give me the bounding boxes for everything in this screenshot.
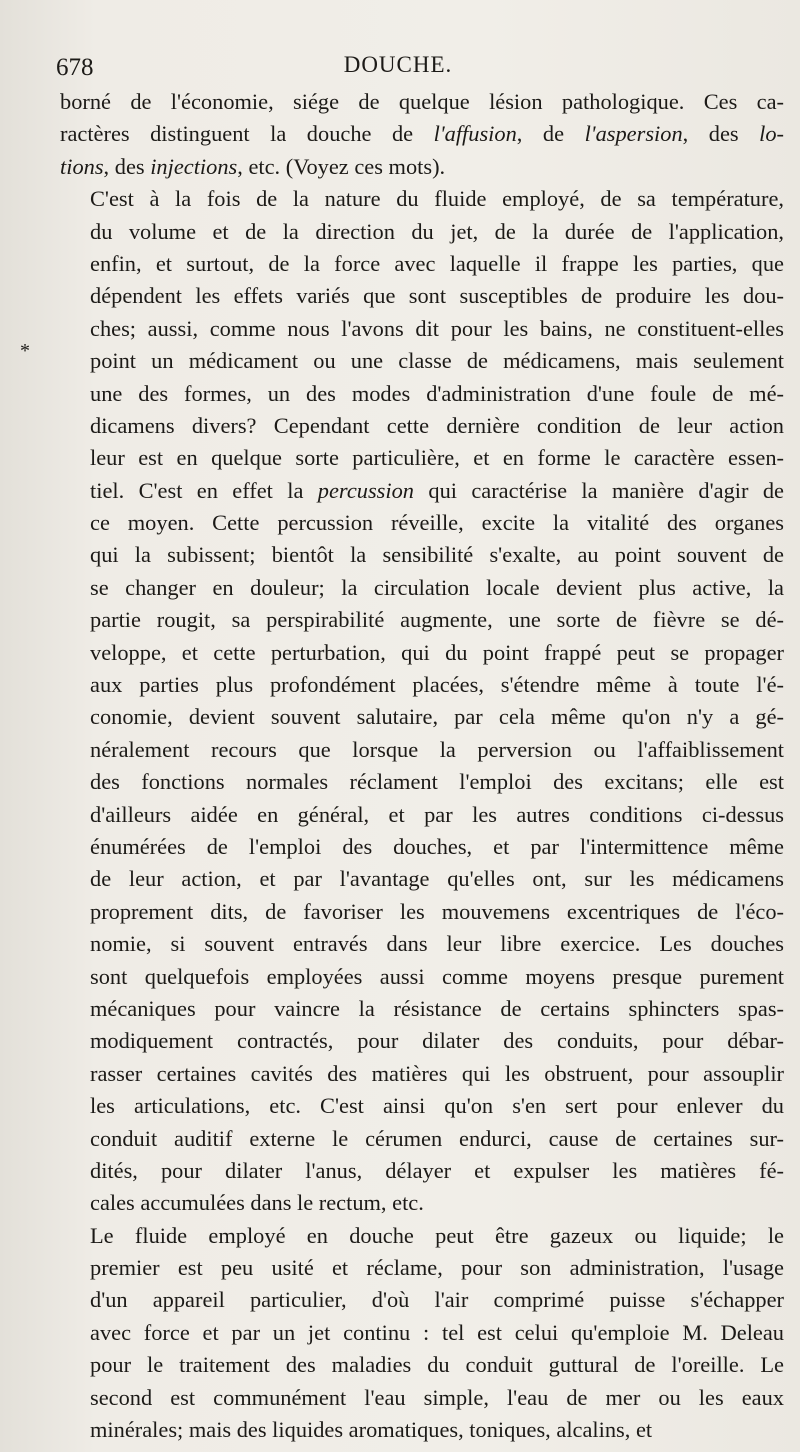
page-header bbox=[56, 50, 740, 84]
text-run: modiquement contractés, pour dilater des conduits, pour débar- bbox=[90, 1028, 784, 1054]
text-run: partie rougit, sa perspirabilité augmente, une sorte de fièvre se dé- bbox=[90, 607, 784, 633]
text-run: conomie, devient souvent salutaire, par cela même qu'on n'y a gé- bbox=[90, 704, 784, 730]
text-run: enfin, et surtout, de la force avec laquelle il frappe les parties, que bbox=[90, 250, 784, 276]
text-line bbox=[60, 637, 784, 669]
text-line bbox=[60, 1155, 784, 1187]
text-line bbox=[60, 183, 784, 215]
text-line bbox=[60, 896, 784, 928]
text-run: veloppe, et cette perturbation, qui du point frappé peut se propager bbox=[90, 639, 784, 665]
text-run: avec force et par un jet continu : tel est celui qu'emploie M. Deleau bbox=[90, 1319, 784, 1345]
text-line bbox=[60, 280, 784, 312]
text-run: C'est à la fois de la nature du fluide employé, de sa température, bbox=[90, 186, 784, 212]
text-line bbox=[60, 216, 784, 248]
paragraph-3 bbox=[60, 1220, 784, 1447]
text-line bbox=[60, 1090, 784, 1122]
text-line bbox=[60, 734, 784, 766]
text-line bbox=[60, 151, 784, 183]
paragraph-1 bbox=[60, 86, 784, 183]
text-run: se changer en douleur; la circulation locale devient plus active, la bbox=[90, 574, 784, 600]
text-line bbox=[60, 345, 784, 377]
text-run: dicamens divers? Cependant cette dernière condition de leur action bbox=[90, 412, 784, 438]
paragraph-2 bbox=[60, 183, 784, 1220]
text-line bbox=[60, 1252, 784, 1284]
text-run: , des bbox=[103, 153, 151, 179]
text-run: rasser certaines cavités des matières qui les obstruent, pour assouplir bbox=[90, 1060, 784, 1086]
text-line bbox=[60, 766, 784, 798]
text-line bbox=[60, 539, 784, 571]
text-line bbox=[60, 1284, 784, 1316]
italic-term: lo- bbox=[759, 121, 784, 147]
text-run: conduit auditif externe le cérumen endurci, cause de certaines sur- bbox=[90, 1125, 784, 1151]
text-line bbox=[60, 442, 784, 474]
text-run: aux parties plus profondément placées, s'étendre même à toute l'é- bbox=[90, 672, 784, 698]
running-head: DOUCHE. bbox=[343, 52, 453, 77]
text-line bbox=[60, 961, 784, 993]
text-run: néralement recours que lorsque la perversion ou l'affaiblissement bbox=[90, 736, 784, 762]
text-line bbox=[60, 1187, 784, 1219]
text-run: des fonctions normales réclament l'emploi des excitans; elle est bbox=[90, 769, 784, 795]
text-line bbox=[60, 507, 784, 539]
text-line bbox=[60, 701, 784, 733]
text-run: point un médicament ou une classe de médicamens, mais seulement bbox=[90, 348, 784, 374]
text-line bbox=[60, 1414, 784, 1446]
text-run: les articulations, etc. C'est ainsi qu'on s'en sert pour enlever du bbox=[90, 1093, 784, 1119]
text-line bbox=[60, 669, 784, 701]
text-line bbox=[60, 604, 784, 636]
body-text bbox=[60, 86, 784, 1446]
text-run: dités, pour dilater l'anus, délayer et expulser les matières fé- bbox=[90, 1157, 784, 1183]
text-line bbox=[60, 1025, 784, 1057]
italic-term: injections bbox=[150, 153, 238, 179]
margin-mark: * bbox=[20, 340, 30, 362]
text-run: second est communément l'eau simple, l'eau de mer ou les eaux bbox=[90, 1384, 784, 1410]
italic-term: tions bbox=[60, 153, 104, 179]
text-line bbox=[60, 1382, 784, 1414]
text-run: Le fluide employé en douche peut être gazeux ou liquide; le bbox=[90, 1222, 784, 1248]
text-line bbox=[60, 1058, 784, 1090]
text-run: énumérées de l'emploi des douches, et par l'intermittence même bbox=[90, 833, 784, 859]
text-line bbox=[60, 799, 784, 831]
italic-term: l'aspersion bbox=[584, 121, 683, 147]
text-run: mécaniques pour vaincre la résistance de certains sphincters spas- bbox=[90, 995, 784, 1021]
text-run: , des bbox=[682, 121, 760, 147]
text-line bbox=[60, 410, 784, 442]
text-run: de leur action, et par l'avantage qu'elles ont, sur les médicamens bbox=[90, 866, 784, 892]
text-run: borné de l'économie, siége de quelque lésion pathologique. Ces ca- bbox=[60, 89, 784, 114]
text-run: premier est peu usité et réclame, pour son administration, l'usage bbox=[90, 1255, 784, 1281]
text-line bbox=[60, 86, 784, 118]
text-run: d'ailleurs aidée en général, et par les autres conditions ci-dessus bbox=[90, 801, 784, 827]
text-run: , de bbox=[516, 121, 585, 147]
text-run: minérales; mais des liquides aromatiques, toniques, alcalins, et bbox=[90, 1417, 653, 1443]
italic-term: percussion bbox=[317, 477, 414, 503]
text-line bbox=[60, 378, 784, 410]
text-run: cales accumulées dans le rectum, etc. bbox=[90, 1190, 424, 1216]
text-run: tiel. C'est en effet la bbox=[90, 477, 318, 503]
text-run: , etc. (Voyez ces mots). bbox=[237, 153, 446, 179]
text-line bbox=[60, 118, 784, 150]
text-line bbox=[60, 1123, 784, 1155]
text-line bbox=[60, 313, 784, 345]
text-run: qui caractérise la manière d'agir de bbox=[414, 477, 784, 503]
text-run: ce moyen. Cette percussion réveille, excite la vitalité des organes bbox=[90, 510, 784, 536]
text-run: qui la subissent; bientôt la sensibilité s'exalte, au point souvent de bbox=[90, 542, 784, 568]
text-run: proprement dits, de favoriser les mouvemens excentriques de l'éco- bbox=[90, 898, 784, 924]
italic-term: l'affusion bbox=[433, 121, 517, 147]
text-line bbox=[60, 831, 784, 863]
text-line bbox=[60, 993, 784, 1025]
text-line bbox=[60, 863, 784, 895]
text-line bbox=[60, 928, 784, 960]
text-line bbox=[60, 248, 784, 280]
text-run: leur est en quelque sorte particulière, et en forme le caractère essen- bbox=[90, 445, 784, 471]
text-line bbox=[60, 1220, 784, 1252]
text-run: sont quelquefois employées aussi comme moyens presque purement bbox=[90, 963, 784, 989]
text-line bbox=[60, 1317, 784, 1349]
text-run: pour le traitement des maladies du conduit guttural de l'oreille. Le bbox=[90, 1352, 784, 1378]
text-run: dépendent les effets variés que sont susceptibles de produire les dou- bbox=[90, 283, 784, 309]
text-line bbox=[60, 1349, 784, 1381]
text-run: ches; aussi, comme nous l'avons dit pour les bains, ne constituent-elles bbox=[90, 315, 784, 341]
text-line bbox=[60, 572, 784, 604]
text-line bbox=[60, 475, 784, 507]
text-run: nomie, si souvent entravés dans leur libre exercice. Les douches bbox=[90, 931, 784, 957]
text-run: une des formes, un des modes d'administration d'une foule de mé- bbox=[90, 380, 784, 406]
text-run: du volume et de la direction du jet, de la durée de l'application, bbox=[90, 218, 784, 244]
text-run: ractères distinguent la douche de bbox=[60, 121, 434, 147]
page-number: 678 bbox=[56, 54, 94, 81]
text-run: d'un appareil particulier, d'où l'air comprimé puisse s'échapper bbox=[90, 1287, 784, 1313]
